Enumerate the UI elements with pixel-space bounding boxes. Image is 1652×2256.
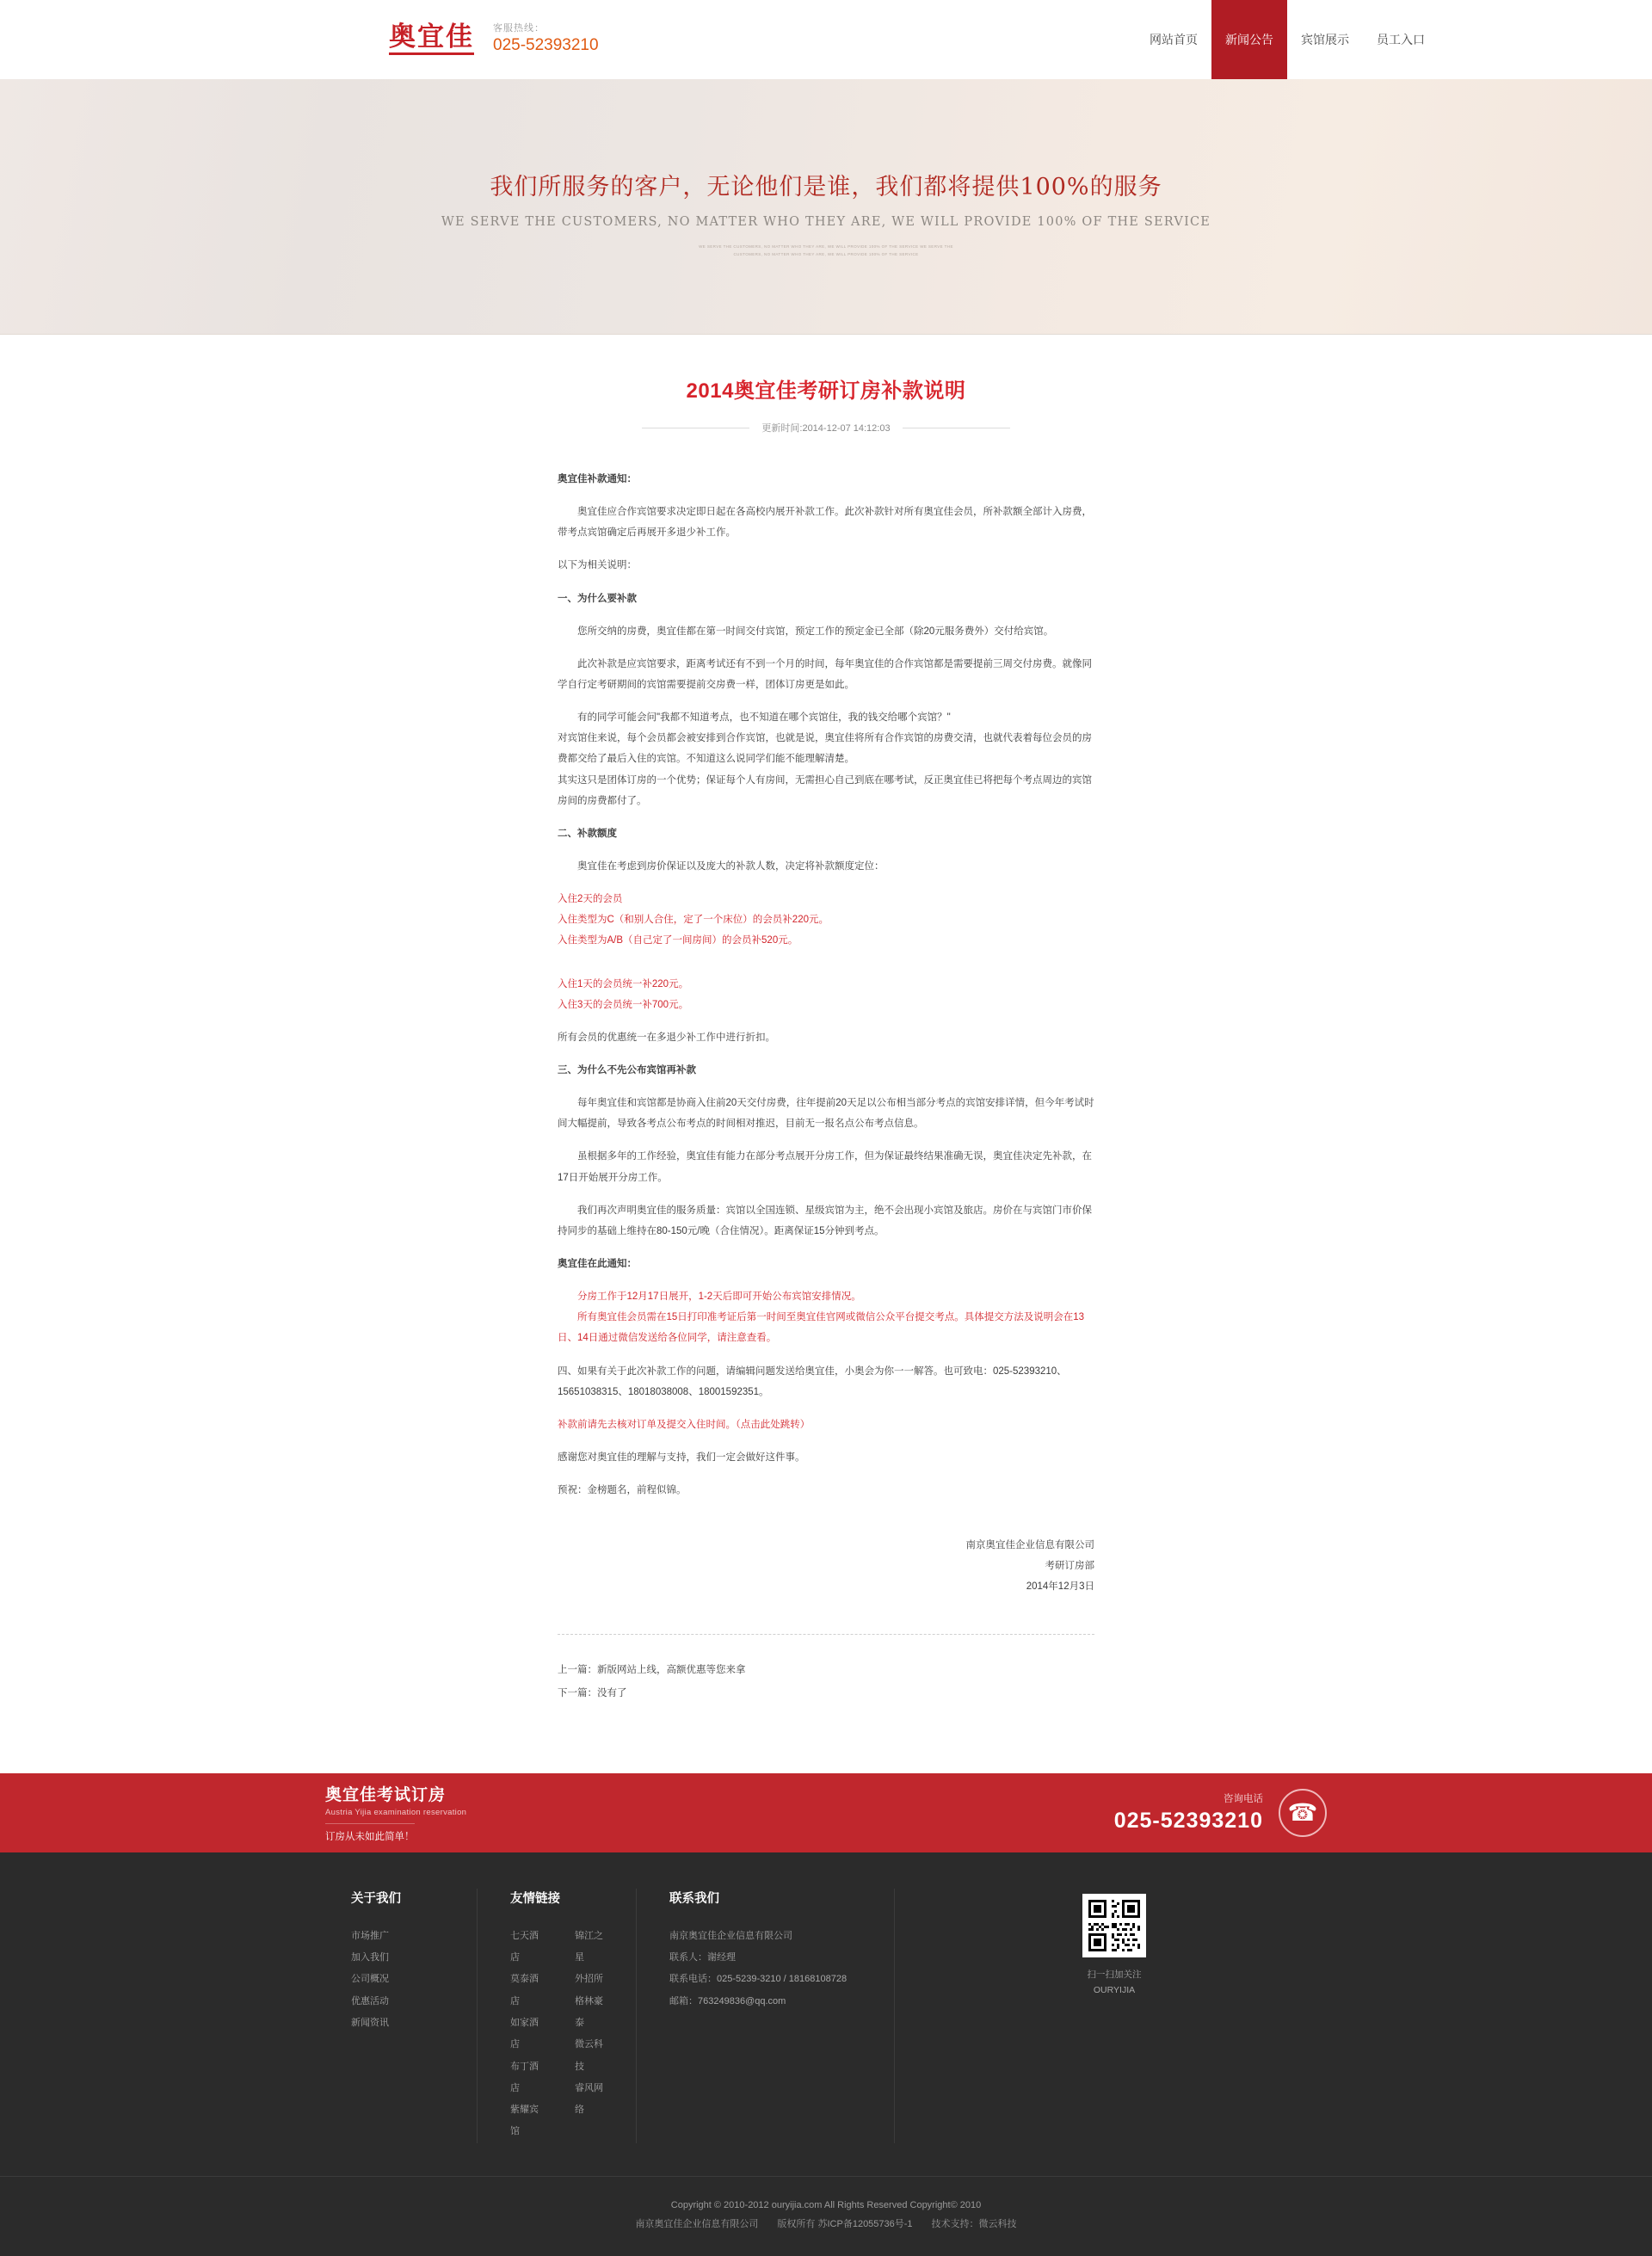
- list-item[interactable]: [575, 1926, 603, 1969]
- para-3: 您所交纳的房费，奥宜佳都在第一时间交付宾馆，预定工作的预定金已全部（除20元服务费外）交付给宾馆。: [577, 626, 1054, 637]
- para-12: 我们再次声明奥宜佳的服务质量：宾馆以全国连锁、星级宾馆为主，绝不会出现小宾馆及旅店。房价在与宾馆门市价保持同步的基础上维持在80-150元/晚（合住情况）。距离保证15分钟到考点。: [558, 1205, 1092, 1236]
- para-7: 其实这只是团体订房的一个优势；保证每个人有房间，无需担心自己到底在哪考试，反正奥宜佳已将把每个考点周边的宾馆房间的房费都付了。: [558, 774, 1092, 806]
- cta-brand-block: [325, 1782, 466, 1844]
- list-item[interactable]: [510, 2056, 539, 2100]
- about-link-1[interactable]: 加入我们: [351, 1952, 389, 1963]
- friend-link-a2[interactable]: 如家酒店: [510, 2018, 539, 2050]
- footer-col-contact: [637, 1889, 895, 2143]
- cta-phone-text: [1114, 1791, 1263, 1834]
- list-item[interactable]: [351, 1947, 444, 1969]
- hotline-block: [493, 23, 599, 56]
- prev-article-row: [558, 1659, 1094, 1683]
- para-8: 奥宜佳在考虑到房价保证以及庞大的补款人数，决定将补款额度定位：: [577, 860, 885, 872]
- content-wrapper: [318, 335, 1334, 1732]
- next-label: 下一篇：: [558, 1688, 597, 1699]
- phone-icon: ☎: [1279, 1789, 1327, 1837]
- friend-link-b1[interactable]: 外招所: [575, 1974, 603, 1985]
- article-meta: [318, 421, 1334, 435]
- site-footer: [0, 1852, 1652, 2256]
- banner-title-en: WE SERVE THE CUSTOMERS, NO MATTER WHO THEY ARE, WE WILL PROVIDE 100% OF THE SERVICE: [441, 215, 1211, 229]
- list-item[interactable]: [575, 2078, 603, 2122]
- contact-company: 南京奥宜佳企业信息有限公司: [669, 1930, 792, 1941]
- footer-col-about: [318, 1889, 478, 2143]
- notice2-line-2: 所有奥宜佳会员需在15日打印准考证后第一时间至奥宜佳官网或微信公众平台提交考点。具体提交方法及说明会在13日、14日通过微信发送给各位同学，请注意查看。: [558, 1312, 1085, 1344]
- rate-line-1: 入住2天的会员: [558, 894, 623, 905]
- para-10: 每年奥宜佳和宾馆都是协商入住前20天交付房费，往年提前20天足以公布相当部分考点的宾馆安排详情，但今年考试时间大幅提前，导致各考点公布考点的时间相对推迟，目前无一报名点公布考点信息。: [558, 1098, 1094, 1130]
- main-nav: [1136, 0, 1439, 79]
- rate-line-4: 入住1天的会员统一补220元。: [558, 978, 689, 989]
- about-link-3[interactable]: 优惠活动: [351, 1995, 389, 2006]
- list-item[interactable]: [510, 2013, 539, 2056]
- footer-col-links: [478, 1889, 637, 2143]
- signature-date: 2014年12月3日: [1026, 1581, 1094, 1593]
- list-item[interactable]: [510, 1969, 539, 2013]
- rate-line-3: 入住类型为A/B（自己定了一间房间）的会员补520元。: [558, 935, 798, 946]
- copyright-line-2: 南京奥宜佳企业信息有限公司 版权所有 苏ICP备12055736号-1 技术支持：微云科技: [635, 2218, 1017, 2229]
- heading-1: 一、为什么要补款: [558, 593, 637, 604]
- about-link-0[interactable]: 市场推广: [351, 1930, 389, 1941]
- cta-phone-number: 025-52393210: [1113, 1809, 1263, 1834]
- contact-person: 联系人：谢经理: [669, 1952, 736, 1963]
- copyright-line-1: Copyright © 2010-2012 ouryijia.com All Rights Reserved Copyright© 2010: [670, 2199, 982, 2210]
- friend-link-a0[interactable]: 七天酒店: [510, 1930, 539, 1963]
- article-navigation: [318, 1635, 1334, 1706]
- para-11: 虽根据多年的工作经验，奥宜佳有能力在部分考点展开分房工作，但为保证最终结果准确无误，奥宜佳决定先补款，在17日开始展开分房工作。: [558, 1151, 1092, 1183]
- list-item[interactable]: [351, 2013, 444, 2034]
- para-1: 奥宜佳应合作宾馆要求决定即日起在各高校内展开补款工作。此次补款针对所有奥宜佳会员，所补款额全部计入房费，带考点宾馆确定后再展开多退少补工作。: [558, 507, 1092, 539]
- friend-link-b2[interactable]: 格林豪泰: [575, 1995, 603, 2028]
- nav-item-news[interactable]: 新闻公告: [1211, 0, 1287, 79]
- cta-bar-inner: [318, 1782, 1334, 1844]
- banner-micro-line-1: WE SERVE THE CUSTOMERS, NO MATTER WHO THEY ARE, WE WILL PROVIDE 100% OF THE SERVICE WE SERVE THE: [699, 244, 953, 249]
- nav-item-home[interactable]: 网站首页: [1150, 33, 1198, 46]
- prev-label: 上一篇：: [558, 1664, 597, 1675]
- signature-block: [558, 1535, 1094, 1597]
- rate-line-5: 入住3天的会员统一补700元。: [558, 999, 689, 1010]
- site-logo[interactable]: 奥宜佳: [389, 24, 474, 55]
- cta-phone-block: [1114, 1789, 1327, 1837]
- hero-banner: [0, 79, 1652, 335]
- friend-link-a4[interactable]: 紫耀宾馆: [510, 2105, 539, 2137]
- footer-links-title: 友情链接: [510, 1891, 560, 1906]
- para-14: 预祝：金榜题名，前程似锦。: [558, 1485, 687, 1496]
- article-body: [318, 435, 1334, 1598]
- footer-contact-list: [669, 1926, 861, 2013]
- about-link-2[interactable]: 公司概况: [351, 1974, 389, 1985]
- cta-phone-label: 咨询电话: [1224, 1794, 1263, 1805]
- list-item[interactable]: [351, 1969, 444, 1990]
- site-header: [0, 0, 1652, 79]
- article-update-time: 更新时间:2014-12-07 14:12:03: [761, 423, 891, 434]
- notice2-title: 奥宜佳在此通知：: [558, 1258, 637, 1269]
- qr-caption: [1088, 1968, 1142, 1999]
- heading-3: 三、为什么不先公布宾馆再补款: [558, 1064, 696, 1076]
- notice-title: 奥宜佳补款通知：: [558, 474, 637, 484]
- verify-order-link[interactable]: 补款前请先去核对订单及提交入住时间。（点击此处跳转）: [558, 1419, 811, 1430]
- hotline-number: 025-52393210: [493, 36, 599, 54]
- cta-slogan: 订房从未如此简单！: [325, 1823, 415, 1843]
- friend-link-b3[interactable]: 微云科技: [575, 2039, 603, 2072]
- banner-title-cn: 我们所服务的客户，无论他们是谁，我们都将提供100%的服务: [490, 174, 1162, 200]
- list-item[interactable]: [575, 1969, 603, 1990]
- footer-links-col1: [510, 1926, 539, 2143]
- banner-micro-line-2: CUSTOMERS, NO MATTER WHO THEY ARE, WE WILL PROVIDE 100% OF THE SERVICE: [733, 252, 919, 256]
- list-item[interactable]: [510, 1926, 539, 1969]
- verify-link-wrap: [558, 1415, 1094, 1435]
- qr-code-icon: [1082, 1894, 1146, 1957]
- cta-subtitle: Austria Yijia examination reservation: [325, 1807, 467, 1817]
- para-4: 此次补款是应宾馆要求，距离考试还有不到一个月的时间，每年奥宜佳的合作宾馆都是需要提前三周交付房费。就像同学自行定考研期间的宾馆需要提前交房费一样，团体订房更是如此。: [558, 658, 1092, 690]
- about-link-4[interactable]: 新闻资讯: [351, 2018, 389, 2028]
- footer-columns: [318, 1889, 1334, 2176]
- list-item[interactable]: [351, 1926, 444, 1947]
- article-title: 2014奥宜佳考研订房补款说明: [686, 379, 966, 403]
- notice2-line-1: 分房工作于12月17日展开，1-2天后即可开始公布宾馆安排情况。: [577, 1291, 861, 1303]
- footer-col-qr: [895, 1889, 1334, 2143]
- para-6: 对宾馆住来说，每个会员都会被安排到合作宾馆，也就是说，奥宜佳将所有合作宾馆的房费交清，也就代表着每位会员的房费都交给了最后入住的宾馆。不知道这么说同学们能不能理解清楚。: [558, 733, 1092, 765]
- friend-link-a3[interactable]: 布丁酒店: [510, 2061, 539, 2093]
- footer-about-list: [351, 1926, 444, 2034]
- para-13: 感谢您对奥宜佳的理解与支持，我们一定会做好这件事。: [558, 1452, 805, 1463]
- qr-caption-line1: 扫一扫加关注: [1087, 1969, 1142, 1980]
- footer-contact-title: 联系我们: [669, 1891, 719, 1906]
- heading-2: 二、补款额度: [558, 828, 617, 839]
- hotline-label: 客服热线：: [493, 23, 545, 34]
- list-item[interactable]: [575, 2034, 603, 2078]
- nav-item-staff[interactable]: 员工入口: [1377, 33, 1425, 46]
- list-item[interactable]: [351, 1991, 444, 2013]
- qr-caption-line2: OURYIJIA: [1093, 1984, 1136, 1995]
- para-5: 有的同学可能会问"我都不知道考点，也不知道在哪个宾馆住，我的钱交给哪个宾馆？": [577, 712, 951, 724]
- next-article-text: 没有了: [597, 1688, 627, 1699]
- para-9: 所有会员的优惠统一在多退少补工作中进行折扣。: [558, 1032, 775, 1043]
- footer-about-title: 关于我们: [351, 1891, 401, 1906]
- friend-link-a1[interactable]: 莫泰酒店: [510, 1974, 539, 2006]
- list-item[interactable]: [575, 1991, 603, 2035]
- spacer: [558, 964, 1094, 974]
- prev-article-link[interactable]: 新版网站上线，高额优惠等您来拿: [597, 1664, 746, 1675]
- signature-dept: 考研订房部: [1045, 1561, 1094, 1572]
- signature-company: 南京奥宜佳企业信息有限公司: [965, 1540, 1094, 1551]
- copyright-bar: [0, 2176, 1652, 2256]
- contact-phone: 联系电话：025-5239-3210 / 18168108728: [669, 1974, 848, 1985]
- friend-link-b0[interactable]: 锦江之星: [575, 1930, 603, 1963]
- heading-4: 四、如果有关于此次补款工作的问题，请编辑问题发送给奥宜佳，小奥会为你一一解答。也可致电：025-52393210、15651038315、18018038008、18001592351。: [558, 1365, 1067, 1397]
- cta-bar: [0, 1773, 1652, 1852]
- cta-title: 奥宜佳考试订房: [325, 1785, 447, 1804]
- contact-email: 邮箱：763249836@qq.com: [669, 1995, 786, 2006]
- article: [318, 335, 1334, 1732]
- footer-links-columns: [510, 1926, 603, 2143]
- next-article-row: [558, 1682, 1094, 1706]
- footer-links-col2: [575, 1926, 603, 2143]
- nav-item-hotels[interactable]: 宾馆展示: [1301, 33, 1349, 46]
- para-2: 以下为相关说明：: [558, 560, 637, 571]
- friend-link-b4[interactable]: 睿风网络: [575, 2082, 603, 2116]
- list-item[interactable]: [510, 2099, 539, 2143]
- rate-line-2: 入住类型为C（和别人合住，定了一个床位）的会员补220元。: [558, 915, 829, 926]
